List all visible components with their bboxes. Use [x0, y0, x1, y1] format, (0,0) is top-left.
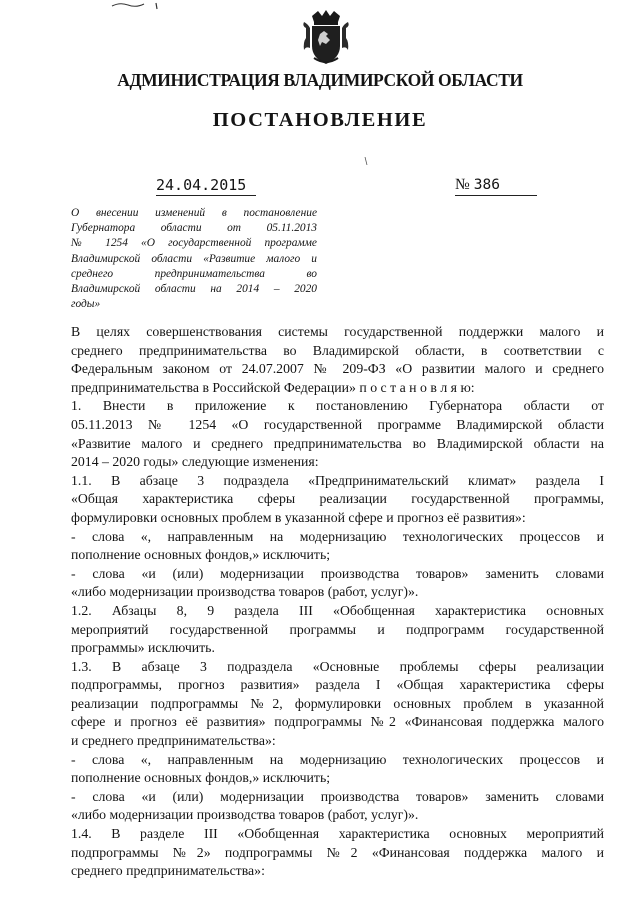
- body-line: 2014 – 2020 годы» следующие изменения:: [71, 454, 319, 470]
- subject-line: О внесении изменений в постановление: [71, 207, 317, 219]
- body-line: реализации подпрограммы №2, формулировки основных проблем в указанной: [71, 695, 604, 711]
- body-line: программы» исключить.: [71, 640, 215, 656]
- body-line: среднего предпринимательства»:: [71, 863, 265, 879]
- organization-title: АДМИНИСТРАЦИЯ ВЛАДИМИРСКОЙ ОБЛАСТИ: [117, 70, 523, 90]
- body-line: подпрограммы №2» подпрограммы №2 «Финансовая поддержка малого и: [71, 844, 604, 860]
- body-line: «Развитие малого и среднего предпринимательства во Владимирской области на: [71, 435, 604, 451]
- body-line: 1.4. В разделе III «Обобщенная характеристика основных мероприятий: [71, 826, 604, 842]
- body-line: «либо модернизации производства товаров (работ, услуг)».: [71, 584, 419, 600]
- document-number-value: 386: [473, 177, 500, 193]
- document-type-title: ПОСТАНОВЛЕНИЕ: [212, 109, 428, 131]
- body-line: предпринимательства в Российской Федерации» п о с т а н о в л я ю:: [71, 379, 475, 395]
- coat-of-arms-emblem: [300, 8, 352, 68]
- body-line: мероприятий государственной программы и подпрограмм государственной: [71, 621, 604, 637]
- body-line: «Общая характеристика сферы реализации государственной программы,: [71, 491, 604, 507]
- document-date: [156, 176, 256, 196]
- body-line: 1.2. Абзацы 8, 9 раздела III «Обобщенная характеристика основных: [71, 602, 604, 618]
- body-line: формулировки основных проблем в указанной сфере и прогноз её развития»:: [71, 509, 526, 525]
- body-line: - слова «, направленным на модернизацию технологических процессов и: [71, 751, 604, 767]
- body-line: сфере и прогноз её развития» подпрограммы №2 «Финансовая поддержка малого: [71, 714, 604, 730]
- body-line: - слова «и (или) модернизации производства товаров» заменить словами: [71, 788, 604, 804]
- subject-line: № 1254 «О государственной программе: [71, 237, 317, 250]
- body-line: пополнение основных фондов,» исключить;: [71, 547, 331, 563]
- document-body: [71, 323, 604, 881]
- body-line: В целях совершенствования системы государственной поддержки малого и: [71, 324, 604, 339]
- document-number-label: №: [455, 176, 470, 193]
- scan-tick-mark: [364, 157, 368, 165]
- body-line: пополнение основных фондов,» исключить;: [71, 770, 331, 786]
- document-number: [455, 176, 537, 196]
- body-line: - слова «, направленным на модернизацию технологических процессов и: [71, 528, 604, 544]
- body-line: среднего предпринимательства во Владимирской области, в соответствии с: [71, 342, 604, 358]
- body-line: Федеральным законом от 24.07.2007 № 209-ФЗ «О развитии малого и среднего: [71, 361, 604, 377]
- body-line: 1. Внести в приложение к постановлению Губернатора области от: [71, 398, 604, 414]
- document-subject: [71, 206, 317, 312]
- body-line: 05.11.2013 № 1254 «О государственной программе Владимирской области: [71, 416, 604, 432]
- body-line: - слова «и (или) модернизации производства товаров» заменить словами: [71, 565, 604, 581]
- subject-line: Владимирской области «Развитие малого и: [71, 252, 317, 265]
- body-line: «либо модернизации производства товаров (работ, услуг)».: [71, 807, 419, 823]
- subject-line: Губернатора области от 05.11.2013: [71, 222, 317, 235]
- body-line: и среднего предпринимательства»:: [71, 733, 276, 749]
- scan-artifact-mark: [110, 0, 170, 12]
- subject-line: Владимирской области на 2014 – 2020: [71, 283, 317, 296]
- subject-line: среднего предпринимательства во: [71, 267, 317, 280]
- body-line: подпрограммы, прогноз развития» раздела I «Общая характеристика сферы: [71, 677, 604, 693]
- document-date-value: 24.04.2015: [156, 176, 247, 194]
- body-line: 1.1. В абзаце 3 подраздела «Предпринимательский климат» раздела I: [71, 472, 604, 488]
- subject-line: годы»: [71, 298, 101, 311]
- body-line: 1.3. В абзаце 3 подраздела «Основные проблемы сферы реализации: [71, 658, 604, 674]
